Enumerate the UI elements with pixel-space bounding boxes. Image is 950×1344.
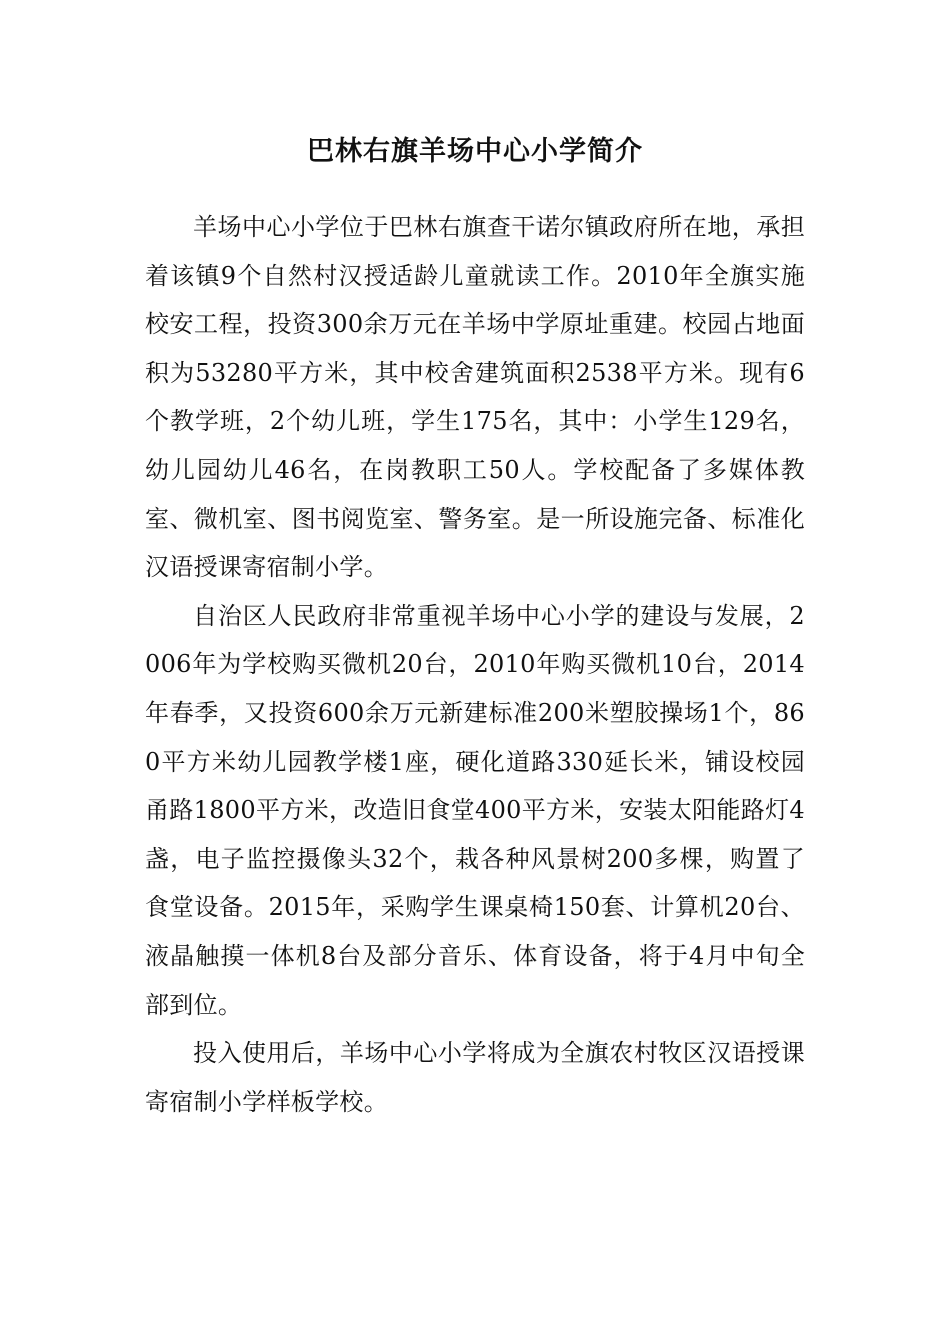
- paragraph-government-investment: 自治区人民政府非常重视羊场中心小学的建设与发展，2006年为学校购买微机20台，2010年购买微机10台，2014年春季，又投资600余万元新建标准200米塑胶操场1个，860平方米幼儿园教学楼1座，硬化道路330延长米，铺设校园甬路1800平方米，改造旧食堂400平方米，安装太阳能路灯4盏，电子监控摄像头32个，栽各种风景树200多棵，购置了食堂设备。2015年，采购学生课桌椅150套、计算机20台、液晶触摸一体机8台及部分音乐、体育设备，将于4月中旬全部到位。: [145, 601, 805, 1019]
- document-title: 巴林右旗羊场中心小学简介: [307, 136, 643, 167]
- paragraph-school-overview: 羊场中心小学位于巴林右旗查干诺尔镇政府所在地，承担着该镇9个自然村汉授适龄儿童就读工作。2010年全旗实施校安工程，投资300余万元在羊场中学原址重建。校园占地面积为53280平方米，其中校舍建筑面积2538平方米。现有6个教学班，2个幼儿班，学生175名，其中：小学生129名，幼儿园幼儿46名，在岗教职工50人。学校配备了多媒体教室、微机室、图书阅览室、警务室。是一所设施完备、标准化汉语授课寄宿制小学。: [145, 213, 805, 582]
- paragraph-future-model-school: 投入使用后，羊场中心小学将成为全旗农村牧区汉语授课寄宿制小学样板学校。: [145, 1039, 805, 1116]
- document-body: [145, 203, 805, 1126]
